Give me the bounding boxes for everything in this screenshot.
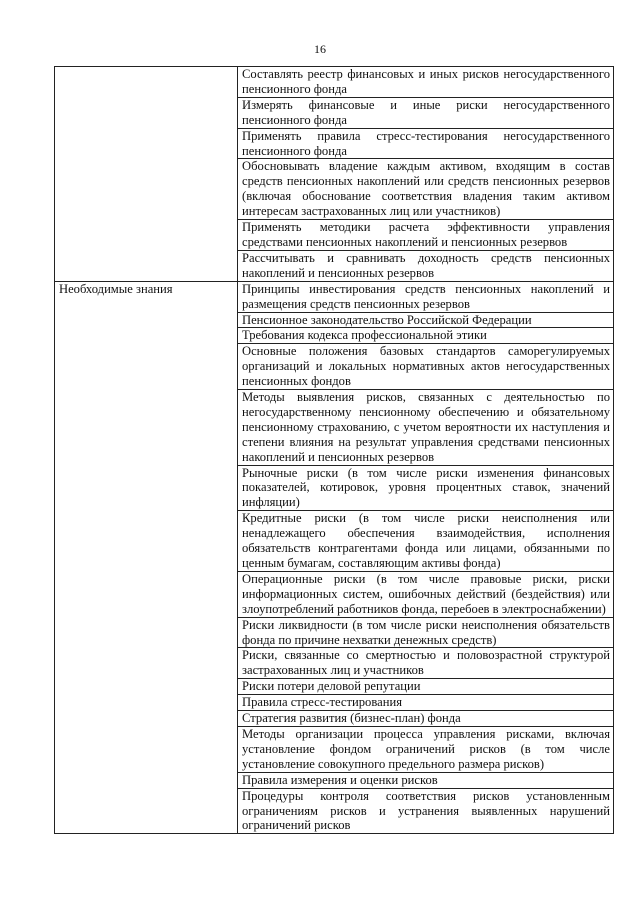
- table-cell-item: Стратегия развития (бизнес-план) фонда: [238, 711, 614, 727]
- section-label-empty: [55, 67, 238, 282]
- table-cell-item: Составлять реестр финансовых и иных рисков негосударственного пенсионного фонда: [238, 67, 614, 98]
- table-row: [55, 281, 614, 312]
- page-number: 16: [314, 42, 326, 56]
- table-cell-item: Методы организации процесса управления рисками, включая установление фондом ограничений рисков (в том числе установление совокупного предельного размера рисков): [238, 726, 614, 772]
- table-cell-item: Правила измерения и оценки рисков: [238, 772, 614, 788]
- table-body: [55, 67, 614, 834]
- table-cell-item: Риски ликвидности (в том числе риски неисполнения обязательств фонда по причине нехватки денежных средств): [238, 617, 614, 648]
- table-cell-item: Кредитные риски (в том числе риски неисполнения или ненадлежащего обеспечения взаимодействия, исполнения обязательств контрагентами фонда или лицами, обязанными по ценным бумагам, составляющим активы фонда): [238, 511, 614, 572]
- table-cell-item: Обосновывать владение каждым активом, входящим в состав средств пенсионных накоплений или средств пенсионных резервов (включая обоснование соответствия владения таким активом интересам застрахованных лиц или участников): [238, 159, 614, 220]
- table-cell-item: Методы выявления рисков, связанных с деятельностью по негосударственному пенсионному обеспечению и обязательному пенсионному страхованию, с учетом вероятности их наступления и степени влияния на результат управления средствами пенсионных накоплений и пенсионных резервов: [238, 390, 614, 466]
- table-cell-item: Операционные риски (в том числе правовые риски, риски информационных систем, ошибочных действий (бездействия) или злоупотреблений работников фонда, перебоев в электроснабжении): [238, 571, 614, 617]
- competency-table: [54, 66, 614, 834]
- table-cell-item: Применять правила стресс-тестирования негосударственного пенсионного фонда: [238, 128, 614, 159]
- table-cell-item: Рассчитывать и сравнивать доходность средств пенсионных накоплений и пенсионных резервов: [238, 250, 614, 281]
- table-cell-item: Процедуры контроля соответствия рисков установленным ограничениям рисков и устранения выявленных нарушений ограничений рисков: [238, 788, 614, 834]
- table-cell-item: Принципы инвестирования средств пенсионных накоплений и размещения средств пенсионных резервов: [238, 281, 614, 312]
- table-cell-item: Пенсионное законодательство Российской Федерации: [238, 312, 614, 328]
- table-cell-item: Применять методики расчета эффективности управления средствами пенсионных накоплений и пенсионных резервов: [238, 220, 614, 251]
- table-cell-item: Правила стресс-тестирования: [238, 695, 614, 711]
- table-cell-item: Основные положения базовых стандартов саморегулируемых организаций и локальных нормативных актов негосударственных пенсионных фондов: [238, 344, 614, 390]
- table-cell-item: Рыночные риски (в том числе риски изменения финансовых показателей, котировок, уровня процентных ставок, значений инфляции): [238, 465, 614, 511]
- table-cell-item: Измерять финансовые и иные риски негосударственного пенсионного фонда: [238, 97, 614, 128]
- table-cell-item: Риски, связанные со смертностью и половозрастной структурой застрахованных лиц и участников: [238, 648, 614, 679]
- table-cell-item: Требования кодекса профессиональной этики: [238, 328, 614, 344]
- table-row: [55, 67, 614, 98]
- table-cell-item: Риски потери деловой репутации: [238, 679, 614, 695]
- section-label: Необходимые знания: [55, 281, 238, 834]
